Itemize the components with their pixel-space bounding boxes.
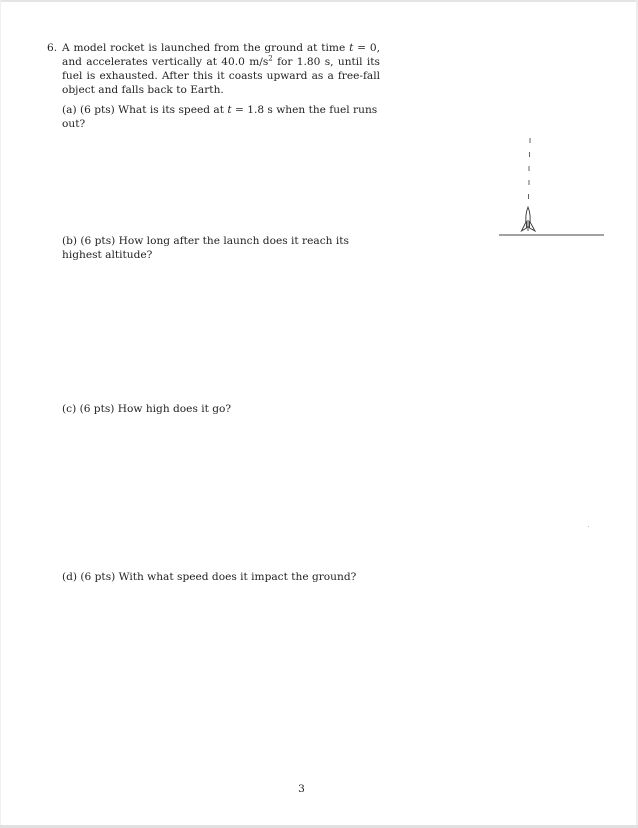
part-a-var-t: t (227, 104, 232, 116)
problem-statement (47, 41, 380, 97)
rocket-diagram (496, 135, 608, 240)
rocket-icon (522, 207, 536, 231)
scan-edge-left (0, 0, 1, 828)
part-b-question (62, 234, 382, 262)
problem-number: 6. (47, 42, 58, 54)
scan-speck (588, 526, 589, 527)
part-a-label: (a) (6 pts) (62, 104, 115, 116)
problem-text-1: A model rocket is launched from the ground at time (62, 42, 350, 54)
problem-text-3: for 1.80 s, until its fuel is exhausted. After this it coasts upward as a free-fall object and falls back to Earth. (62, 56, 380, 96)
part-b-text: How long after the launch does it reach its highest altitude? (62, 235, 349, 261)
problem-exponent: 2 (268, 54, 273, 63)
problem-text-2: = 0, and accelerates vertically at 40.0 m/s (62, 42, 380, 68)
part-b-label: (b) (6 pts) (62, 235, 116, 247)
part-a-question (62, 103, 382, 131)
part-a-text-2: = 1.8 s when the fuel runs out? (62, 104, 378, 130)
problem-text (62, 41, 380, 97)
part-c-label: (c) (6 pts) (62, 403, 115, 415)
part-d-text: With what speed does it impact the ground? (115, 571, 357, 583)
problem-var-t: t (349, 42, 354, 54)
part-d-question (62, 570, 382, 584)
trajectory-dashes (529, 138, 531, 199)
part-c-text: How high does it go? (114, 403, 232, 415)
page-number: 3 (298, 783, 305, 795)
part-a-text-1: What is its speed at (114, 104, 228, 116)
part-d-label: (d) (6 pts) (62, 571, 116, 583)
scan-edge-top (0, 0, 638, 2)
part-c-question (62, 402, 382, 416)
